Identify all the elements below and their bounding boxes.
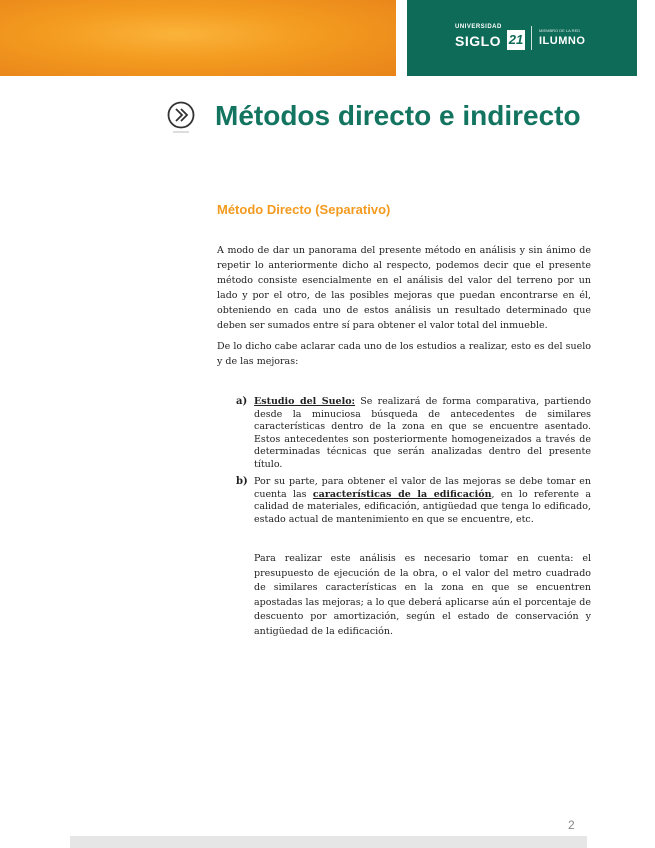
logo-ilumno-text: ILUMNO bbox=[539, 35, 586, 47]
closing-paragraph: Para realizar este análisis es necesario tomar en cuenta: el presupuesto de ejecución de la obra, o el valor del metro cuadrado de similares características en la zona en que se encuentren apostadas las mejoras; a lo que deberá aplicarse aún el porcentaje de descuento por amortización, según el estado de conservación y antigüedad de la edificación. bbox=[254, 553, 591, 637]
logo-siglo-text: SIGLO bbox=[455, 33, 502, 49]
soil-study-term: Estudio del Suelo: bbox=[254, 396, 356, 407]
intro-paragraph: A modo de dar un panorama del presente método en análisis y sin ánimo de repetir lo anteriormente dicho al respecto, podemos decir que el presente método consiste esencialmente en el análisis del valor del terreno por un lado y por el otro, de las posibles mejoras que puedan encontrarse en él, obteniendo en cada uno de estos análisis un resultado determinado que deben ser sumados entre sí para obtener el valor total del inmueble. bbox=[217, 245, 591, 331]
list-item-text bbox=[254, 396, 591, 471]
list-item-soil-study bbox=[236, 396, 591, 471]
list-marker: b) bbox=[236, 476, 248, 487]
header-orange-banner bbox=[0, 0, 396, 76]
building-characteristics-term: características de la edificación bbox=[312, 488, 492, 500]
page-title: Métodos directo e indirecto bbox=[215, 100, 581, 131]
double-chevron-right-circle-icon bbox=[167, 101, 195, 135]
improvements-intro: Por su parte, para obtener el valor de las mejoras se debe tomar en cuenta las bbox=[254, 476, 591, 500]
logo-divider bbox=[531, 26, 532, 50]
logo-university-label: UNIVERSIDAD bbox=[455, 24, 502, 30]
soil-study-description: Se realizará de forma comparativa, partiendo desde la minuciosa búsqueda de antecedentes de similares características dentro de la zona en que se encuentre asentado. Estos antecedentes son posteriormente homogeneizados a través de determinadas técnicas que serán analizadas dentro del presente título. bbox=[254, 396, 591, 470]
improvements-description: , en lo referente a calidad de materiales, edificación, antigüedad que tenga lo edificado, estado actual de mantenimiento en que se encuentre, etc. bbox=[254, 488, 592, 525]
list-item-text bbox=[254, 476, 591, 526]
list-marker: a) bbox=[236, 396, 248, 407]
list-item-improvements bbox=[236, 476, 591, 526]
footer-bar bbox=[70, 836, 587, 848]
logo-21-badge: 21 bbox=[507, 30, 525, 50]
section-subtitle: Método Directo (Separativo) bbox=[217, 202, 391, 217]
page-number: 2 bbox=[568, 818, 575, 832]
studies-intro-paragraph: De lo dicho cabe aclarar cada uno de los estudios a realizar, esto es del suelo y de las mejoras: bbox=[217, 341, 591, 367]
logo-partner-label: MIEMBRO DE LA RED bbox=[539, 28, 581, 33]
